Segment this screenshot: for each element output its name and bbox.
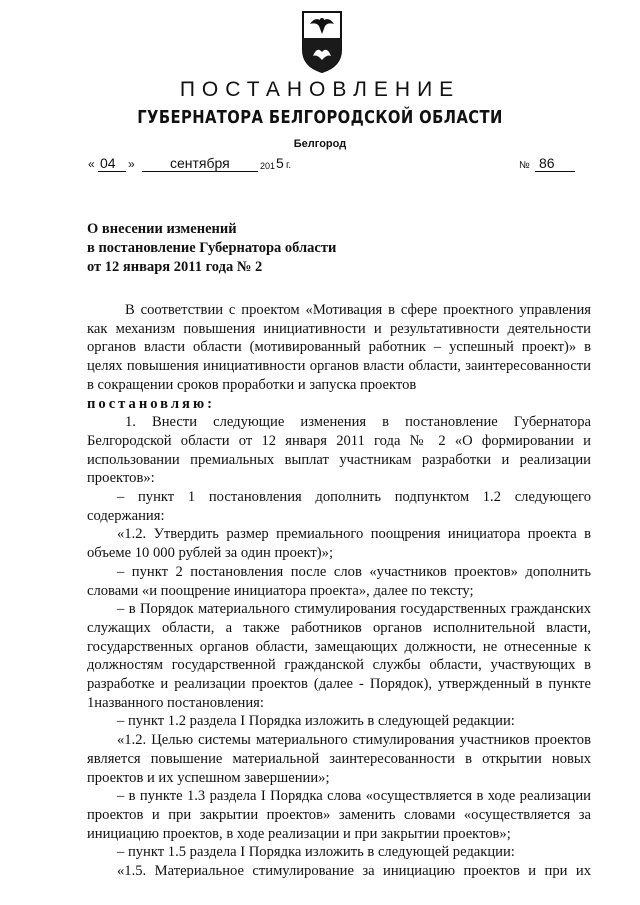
issuer-title: ГУБЕРНАТОРА БЕЛГОРОДСКОЙ ОБЛАСТИ: [137, 107, 503, 128]
amendment-bullet-1: – пункт 1 постановления дополнить подпунктом 1.2 следующего содержания:: [87, 489, 591, 524]
day-underline: [98, 171, 126, 172]
intro-paragraph: В соответствии с проектом «Мотивация в сфере проектного управления как механизм повышения инициативности и результативности деятельности органов власти области (мотивированный работник – успешный проект)» в целях повышения инициативности органов власти области, заинтересованности в сокращении сроков проработки и запуска проектов: [87, 302, 591, 393]
amendment-bullet-5: – в пункте 1.3 раздела I Порядка слова «осуществляется в ходе реализации проектов и при закрытии проектов» заменить словами «осуществляется за инициацию проектов, в ходе реализации и при закрытии проектов»;: [87, 788, 591, 842]
date-open-quote: «: [88, 157, 95, 171]
subject-line-2: в постановление Губернатора области: [87, 240, 337, 256]
quoted-clause-1-5: «1.5. Материальное стимулирование за инициацию проектов и при их: [117, 863, 591, 880]
date-close-quote: »: [128, 157, 135, 171]
document-subject: [87, 220, 336, 277]
document-body: [87, 301, 591, 881]
amendment-bullet-2: – пункт 2 постановления после слов «участников проектов» дополнить словами «и поощрение инициатора проекта», далее по тексту;: [87, 563, 591, 599]
decree-word: постановляю:: [87, 395, 215, 412]
number-value: 86: [539, 155, 555, 171]
date-day: 04: [100, 155, 116, 171]
subject-line-3: от 12 января 2011 года № 2: [87, 259, 263, 275]
date-year-suffix: 5: [276, 155, 284, 171]
amendment-bullet-4: – пункт 1.2 раздела I Порядка изложить в следующей редакции:: [117, 713, 515, 730]
number-underline: [535, 171, 575, 172]
document-type-title: ПОСТАНОВЛЕНИЕ: [179, 78, 461, 101]
item-1-paragraph: 1. Внести следующие изменения в постановление Губернатора Белгородской области от 12 января 2011 года № 2 «О формировании и использовании премиальных выплат участникам разработки и реализации проектов»:: [87, 414, 591, 487]
document-number: [519, 153, 589, 173]
date-month: сентября: [170, 155, 230, 171]
coat-of-arms-emblem: [301, 8, 343, 74]
date-year-prefix: 201: [260, 161, 276, 171]
date-year-mark: г.: [286, 160, 292, 171]
amendment-bullet-6: – пункт 1.5 раздела I Порядка изложить в следующей редакции:: [117, 844, 515, 861]
number-label: №: [519, 160, 530, 171]
quoted-clause-1-2: «1.2. Утвердить размер премиального поощрения инициатора проекта в объеме 10 000 рублей за один проект)»;: [87, 526, 591, 562]
city-name: Белгород: [293, 138, 347, 150]
subject-line-1: О внесении изменений: [87, 221, 237, 237]
date-line: [88, 153, 308, 173]
quoted-clause-1-2-purpose: «1.2. Целью системы материального стимулирования участников проектов является повышение материальной заинтересованности в открытии новых проектов и их успешном завершении»;: [87, 732, 591, 786]
month-underline: [142, 171, 258, 172]
amendment-bullet-3: – в Порядок материального стимулирования государственных гражданских служащих области, а также работников органов исполнительной власти, государственных органов области, замещающих должности, не отнесенные к должностям государственной гражданской службы области, участвующих в разработке и реализации проектов (далее - Порядок), утвержденный в пункте 1названного постановления:: [87, 601, 591, 711]
